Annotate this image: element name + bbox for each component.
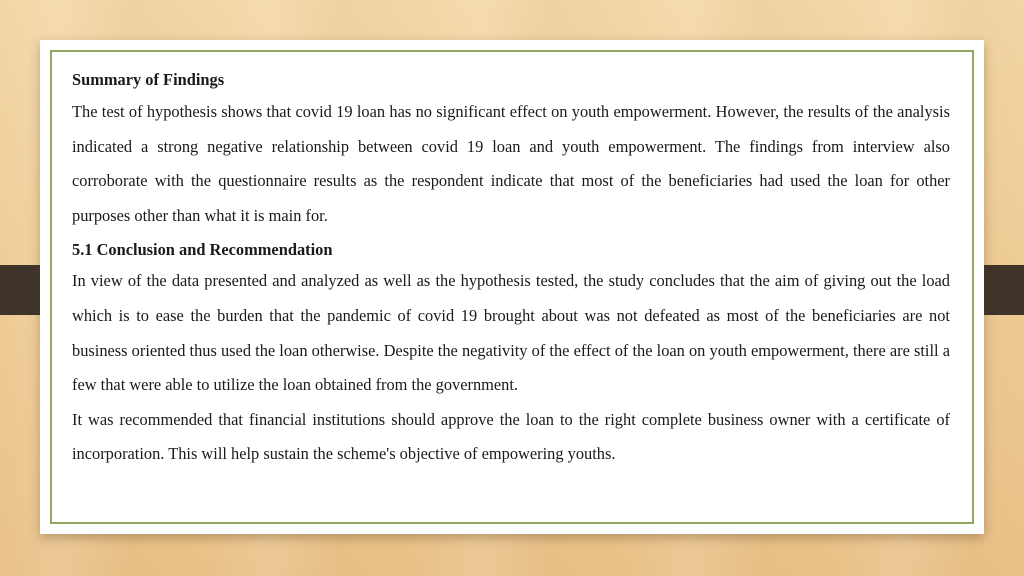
slide-card bbox=[40, 40, 984, 534]
conclusion-paragraph: In view of the data presented and analyzed as well as the hypothesis tested, the study concludes that the aim of giving out the load which is to ease the burden that the pandemic of covid 19 brought about was not defeated as most of the beneficiaries are not business oriented thus used the loan otherwise. Despite the negativity of the effect of the loan on youth empowerment, there are still a few that were able to utilize the loan obtained from the government. bbox=[72, 271, 950, 395]
recommendation-paragraph: It was recommended that financial institutions should approve the loan to the right complete business owner with a certificate of incorporation. This will help sustain the scheme's objective of empowering youths. bbox=[72, 409, 950, 464]
summary-paragraph: The test of hypothesis shows that covid 19 loan has no significant effect on youth empowerment. However, the results of the analysis indicated a strong negative relationship between covid 19 loan and youth empowerment. The findings from interview also corroborate with the questionnaire results as the respondent indicate that most of the beneficiaries had used the loan for other purposes other than what it is main for. bbox=[72, 102, 950, 225]
summary-heading: Summary of Findings bbox=[72, 70, 225, 89]
left-decorative-band bbox=[0, 265, 44, 315]
slide-content bbox=[72, 68, 950, 472]
conclusion-heading: 5.1 Conclusion and Recommendation bbox=[72, 240, 333, 260]
